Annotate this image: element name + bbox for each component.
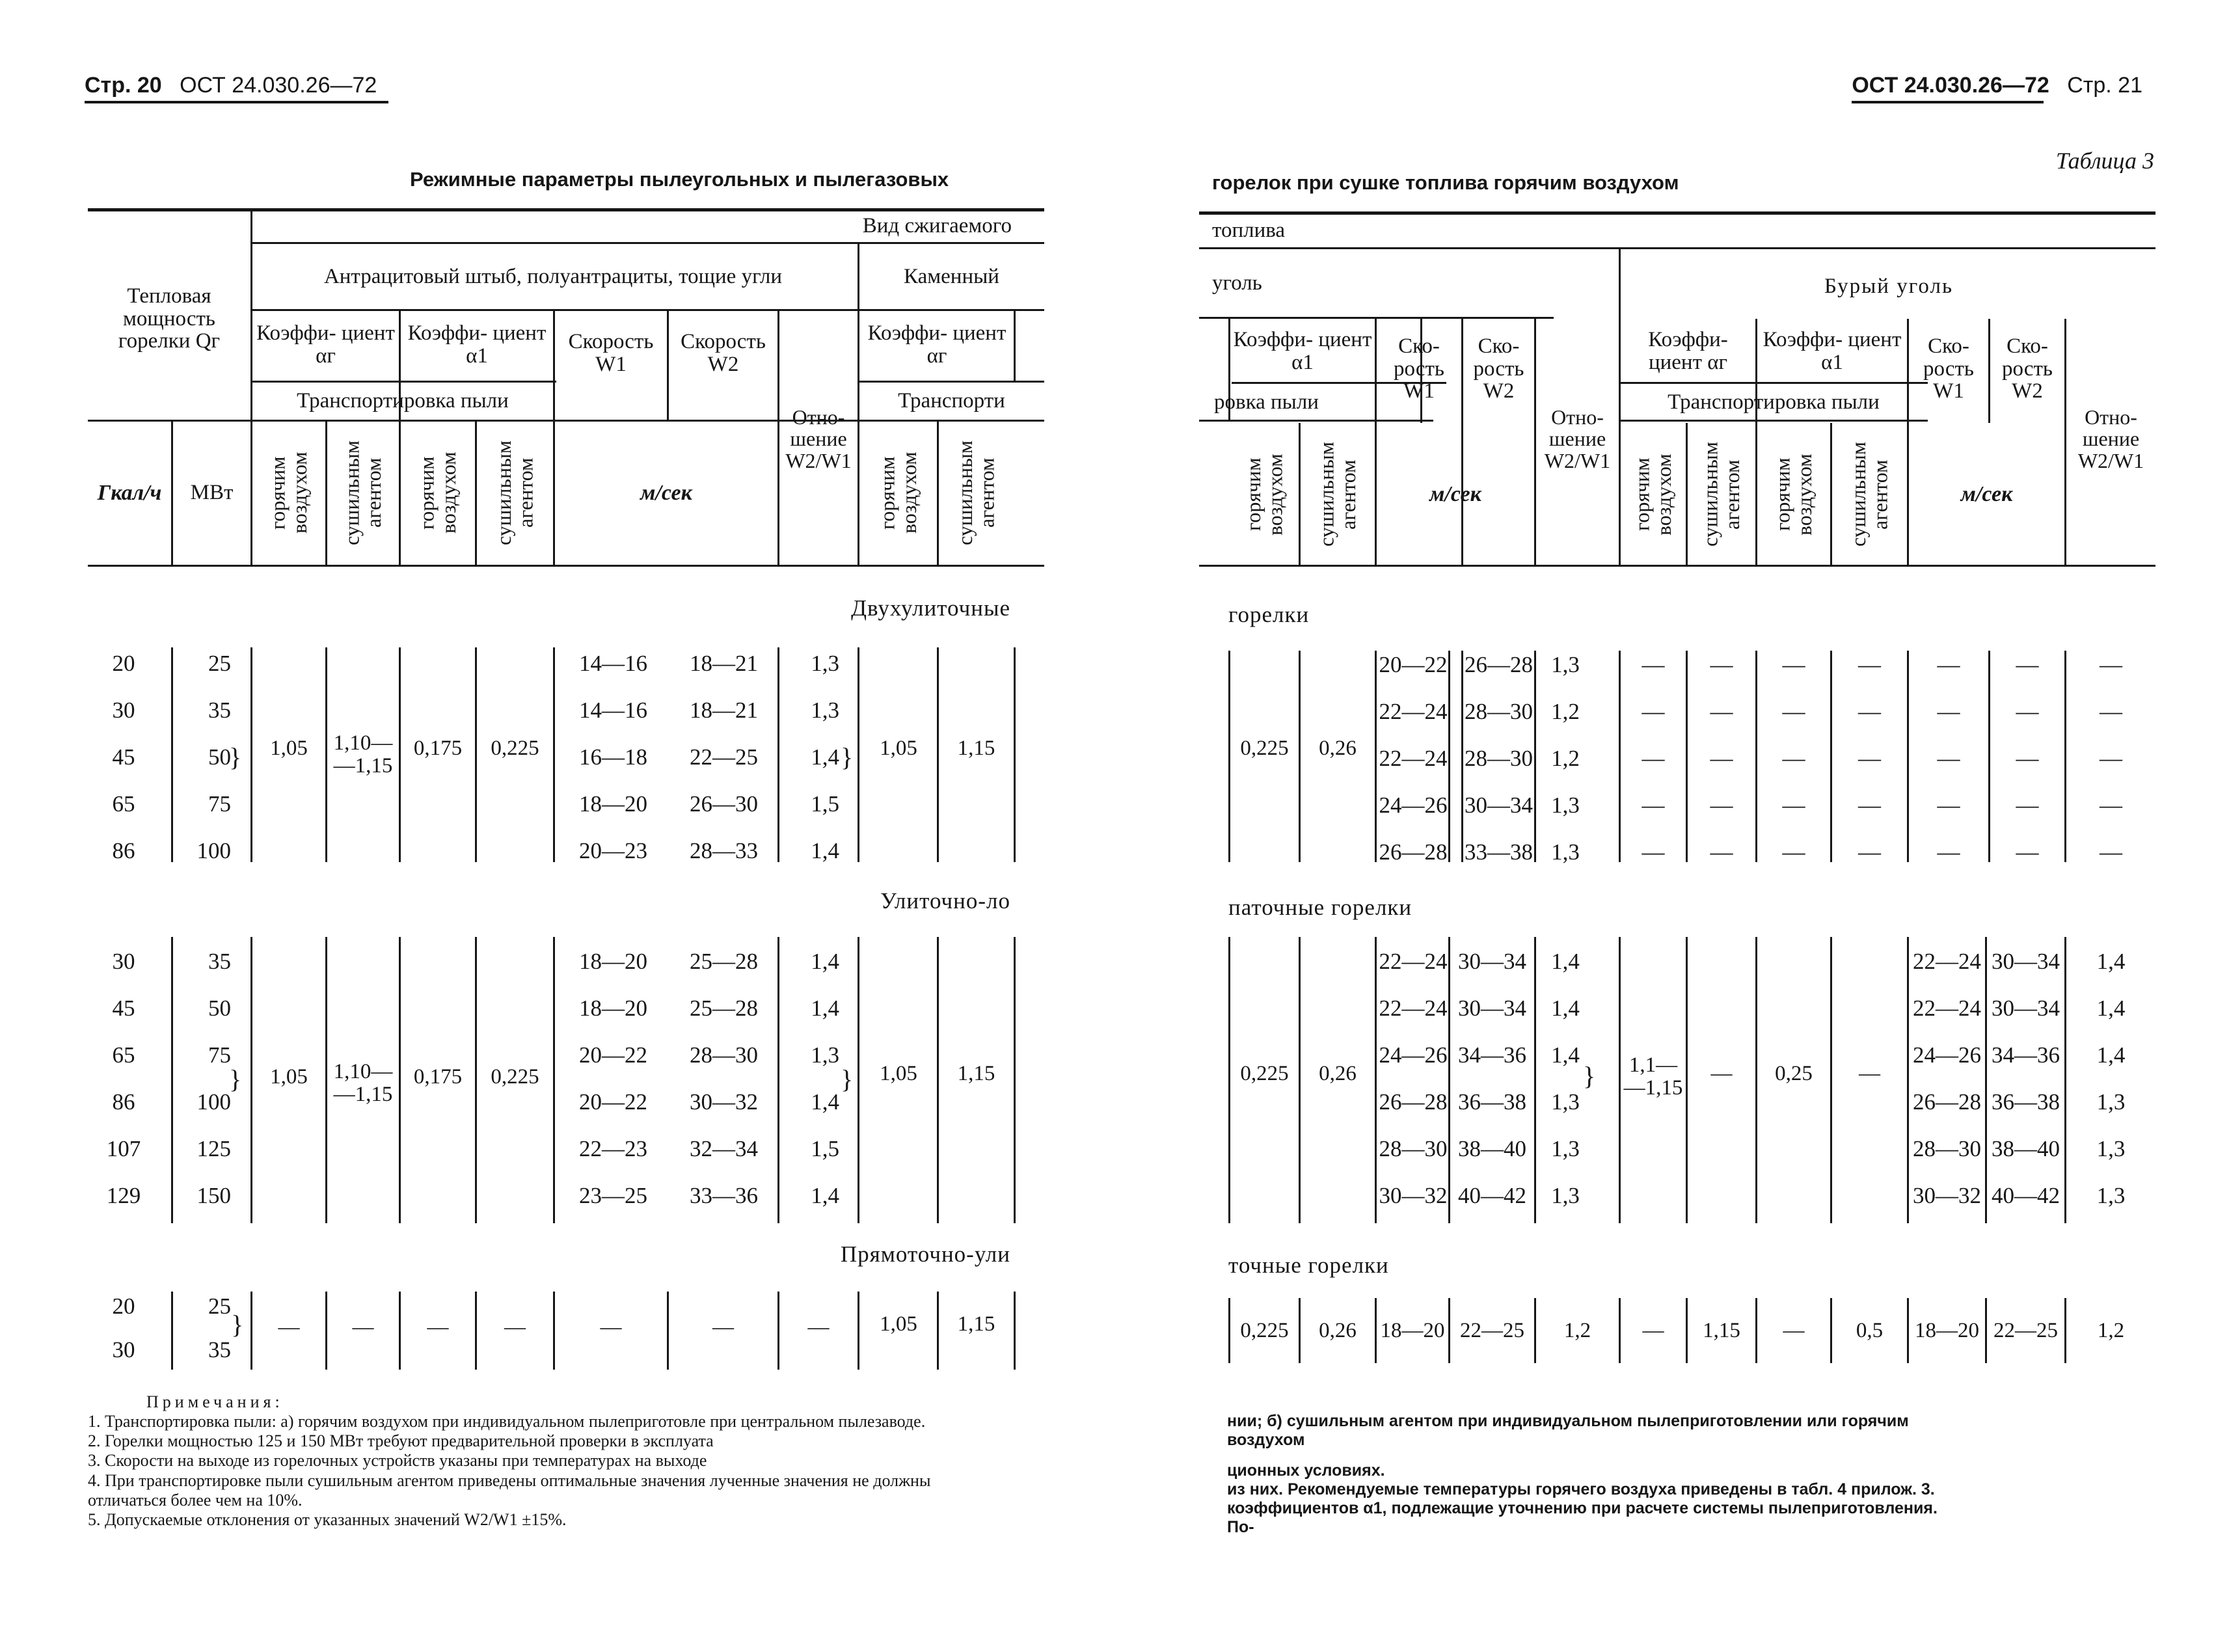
value-cell: 1,15: [1703, 1318, 1740, 1342]
rule: [1014, 647, 1016, 862]
dash-cell: —: [2016, 792, 2039, 818]
dash-cell: —: [1641, 839, 1665, 865]
w1-cell: 24—26: [1379, 792, 1448, 818]
ratio-cell: 1,3: [1551, 839, 1580, 865]
hot-air-header: горячим воздухом: [1241, 454, 1287, 535]
value-cell: 22—25: [1993, 1318, 2058, 1342]
header-rule: [85, 101, 388, 103]
brown-ratio-cell: 1,3: [2096, 1089, 2126, 1115]
merged-value: 0,225: [491, 1064, 539, 1089]
rule: [553, 647, 555, 862]
merged-value: 0,225: [1240, 1061, 1289, 1085]
dash-cell: —: [600, 1315, 622, 1339]
gcal-cell: 86: [112, 1089, 135, 1115]
rule: [1014, 309, 1016, 381]
gcal-cell: 129: [106, 1183, 141, 1208]
section-title: горелки: [1228, 602, 1310, 627]
dash-cell: —: [2016, 839, 2039, 865]
merged-value: 0,225: [1240, 736, 1289, 760]
ratio-cell: 1,3: [1551, 792, 1580, 818]
dash-cell: —: [1641, 652, 1665, 677]
merged-value: 0,175: [413, 1064, 463, 1089]
w1-cell: 16—18: [579, 744, 647, 770]
mw-cell: 35: [208, 1337, 231, 1362]
merged-value: 1,05: [270, 1064, 308, 1089]
dash-cell: —: [504, 1315, 526, 1339]
w1-cell: 14—16: [579, 651, 647, 676]
rule: [777, 937, 779, 1223]
hot-air-header: горячим воздухом: [1630, 454, 1675, 535]
brown-w1-cell: 30—32: [1913, 1183, 1981, 1208]
value-cell: 18—20: [1915, 1318, 1979, 1342]
brown-w2-cell: 36—38: [1992, 1089, 2060, 1115]
coef-g-header: Коэффи- циент αг: [1648, 328, 1728, 374]
merged-value: 1,15: [957, 1061, 995, 1085]
page-number: Стр. 21: [2067, 73, 2142, 98]
ratio-cell: 1,3: [811, 1042, 839, 1068]
ratio-cell: 1,4: [811, 995, 839, 1021]
w1-cell: 20—23: [579, 838, 647, 863]
coef-1-header: Коэффи- циент α1: [1763, 328, 1902, 374]
w2-cell: 28—33: [690, 838, 758, 863]
merged-value: 1,15: [957, 1312, 995, 1336]
mw-cell: 25: [208, 1293, 231, 1319]
w2-cell: 25—28: [690, 949, 758, 974]
speed-w2-header: Ско- рость W2: [1473, 334, 1524, 403]
gcal-cell: 65: [112, 791, 135, 817]
w2-cell: 32—34: [690, 1136, 758, 1161]
fuel-type-header: Вид сжигаемого: [862, 213, 1012, 237]
note-item: коэффициентов α1, подлежащие уточнению при расчете системы пылеприготовления. По-: [1227, 1499, 1938, 1536]
brown-ratio-cell: 1,3: [2096, 1136, 2126, 1161]
gcal-cell: 45: [112, 995, 135, 1021]
section-title: Двухулиточные: [851, 595, 1010, 621]
w1-cell: 20—22: [579, 1089, 647, 1115]
brown-coal-header: Бурый уголь: [1824, 274, 1953, 298]
dash-cell: —: [1937, 699, 1960, 724]
hot-air-header: горячим воздухом: [875, 452, 921, 534]
dash-cell: —: [2100, 652, 2122, 677]
brown-w2-cell: 30—34: [1992, 995, 2060, 1021]
ratio-cell: 1,4: [811, 1089, 839, 1115]
rule: [250, 309, 1044, 311]
value-cell: 0,5: [1856, 1318, 1884, 1342]
w2-cell: 25—28: [690, 995, 758, 1021]
value-cell: —: [1783, 1318, 1805, 1342]
gcal-cell: 65: [112, 1042, 135, 1068]
w2-cell: 33—38: [1465, 839, 1533, 865]
brown-w2-cell: 38—40: [1992, 1136, 2060, 1161]
gcal-cell: 30: [112, 1337, 135, 1362]
w2-cell: 22—25: [690, 744, 758, 770]
rule: [171, 937, 173, 1223]
rule: [1985, 937, 1987, 1223]
note-item: 2. Горелки мощностью 125 и 150 МВт требуют предварительной проверки в эксплуата: [88, 1431, 714, 1451]
gcal-cell: 45: [112, 744, 135, 770]
rule: [1014, 937, 1016, 1223]
w2-cell: 30—34: [1458, 949, 1526, 974]
mw-cell: 35: [208, 697, 231, 723]
dash-cell: —: [1641, 792, 1665, 818]
drying-agent-header: сушильным агентом: [340, 440, 385, 545]
brown-ratio-cell: 1,3: [2096, 1183, 2126, 1208]
left-page: [0, 0, 1114, 1652]
transport-header: Транспортировка пыли: [1668, 390, 1880, 414]
rule: [1907, 937, 1909, 1223]
dash-cell: —: [1782, 792, 1805, 818]
coef-g-header: Коэффи- циент αг: [256, 321, 395, 368]
note-item: 3. Скорости на выходе из горелочных устройств указаны при температурах на выходе: [88, 1451, 707, 1470]
page-number: Стр. 20: [85, 73, 162, 98]
brown-w1-cell: 22—24: [1913, 949, 1981, 974]
w1-cell: 22—24: [1379, 995, 1448, 1021]
dash-cell: —: [278, 1315, 300, 1339]
section-title: паточные горелки: [1228, 895, 1412, 920]
rule: [858, 647, 859, 862]
w1-cell: 22—24: [1379, 746, 1448, 771]
value-cell: 0,26: [1319, 1318, 1357, 1342]
w1-cell: 22—24: [1379, 949, 1448, 974]
speed-w1-header: Ско- рость W1: [1923, 334, 1974, 403]
rule: [858, 937, 859, 1223]
mw-cell: 25: [208, 651, 231, 676]
mw-cell: 50: [208, 995, 231, 1021]
speed-w2-header: Ско- рость W2: [2002, 334, 2053, 403]
merged-value: 1,10— —1,15: [333, 731, 393, 778]
section-title: Улиточно-ло: [880, 888, 1010, 914]
notes-continuation: [1227, 1412, 1969, 1537]
w2-cell: 18—21: [690, 651, 758, 676]
dash-cell: —: [2100, 839, 2122, 865]
mw-cell: 125: [196, 1136, 231, 1161]
unit-mw: МВт: [190, 481, 234, 505]
w1-cell: 18—20: [579, 995, 647, 1021]
dash-cell: —: [2016, 746, 2039, 771]
w2-cell: 28—30: [690, 1042, 758, 1068]
ratio-cell: 1,5: [811, 1136, 839, 1161]
w2-cell: 30—34: [1465, 792, 1533, 818]
merged-value: 0,225: [491, 736, 539, 760]
dash-cell: —: [1782, 746, 1805, 771]
ratio-cell: 1,4: [1551, 1042, 1580, 1068]
rule: [1199, 247, 2155, 249]
merged-value: —: [1710, 1061, 1733, 1085]
mw-cell: 75: [208, 1042, 231, 1068]
dash-cell: —: [1937, 839, 1960, 865]
dash-cell: —: [1858, 792, 1881, 818]
fuel-cont-header: топлива: [1212, 218, 1286, 242]
brown-w1-cell: 26—28: [1913, 1089, 1981, 1115]
w2-cell: 36—38: [1458, 1089, 1526, 1115]
w2-cell: 28—30: [1465, 699, 1533, 724]
note-item: 4. При транспортировке пыли сушильным агентом приведены оптимальные значения лученные значения не должны отличаться более чем на 10%.: [88, 1470, 931, 1510]
drying-agent-header: сушильным агентом: [952, 440, 999, 545]
dash-cell: —: [1858, 746, 1881, 771]
brace: }: [229, 1064, 242, 1094]
merged-value: 1,05: [270, 736, 308, 760]
brown-w1-cell: 22—24: [1913, 995, 1981, 1021]
drying-agent-header: сушильным агентом: [1846, 442, 1892, 547]
ratio-cell: 1,3: [811, 697, 839, 723]
section-title: точные горелки: [1228, 1253, 1389, 1278]
ratio-cell: 1,4: [1551, 995, 1580, 1021]
merged-value: 1,05: [880, 1061, 917, 1085]
dash-cell: —: [1710, 652, 1733, 677]
brown-w1-cell: 24—26: [1913, 1042, 1981, 1068]
gcal-cell: 30: [112, 949, 135, 974]
stone-transport-header: Транспорти: [898, 388, 1005, 413]
brown-ratio-cell: 1,4: [2096, 995, 2126, 1021]
note-item: нии; б) сушильным агентом при индивидуальном пылеприготовлении или горячим воздухом: [1227, 1412, 1909, 1449]
ratio-header: Отно- шение W2/W1: [785, 405, 852, 472]
brace: }: [229, 742, 242, 772]
w2-cell: 30—32: [690, 1089, 758, 1115]
stone-coal-header: Каменный: [904, 265, 999, 289]
drying-agent-header: сушильным агентом: [1314, 442, 1360, 547]
dash-cell: —: [2100, 746, 2122, 771]
merged-value: 0,25: [1775, 1061, 1813, 1085]
ratio-cell: 1,4: [811, 838, 839, 863]
gcal-cell: 20: [112, 1293, 135, 1319]
note-item: 5. Допускаемые отклонения от указанных значений W2/W1 ±15%.: [88, 1510, 567, 1529]
brace: }: [231, 1310, 244, 1339]
value-cell: —: [1642, 1318, 1664, 1342]
dash-cell: —: [1641, 746, 1665, 771]
value-cell: 1,2: [2097, 1318, 2125, 1342]
table-id: Таблица 3: [2055, 148, 2154, 174]
w2-cell: 28—30: [1465, 746, 1533, 771]
brace: }: [841, 742, 854, 772]
dash-cell: —: [1937, 792, 1960, 818]
rule: [777, 647, 779, 862]
ratio-cell: 1,4: [1551, 949, 1580, 974]
brown-w2-cell: 40—42: [1992, 1183, 2060, 1208]
transport-header: Транспортировка пыли: [297, 388, 509, 413]
hot-air-header: горячим воздухом: [414, 452, 460, 534]
hot-air-header: горячим воздухом: [265, 452, 311, 534]
merged-value: —: [1859, 1061, 1880, 1085]
rule: [1619, 420, 1928, 422]
merged-value: 1,05: [880, 736, 917, 760]
dash-cell: —: [352, 1315, 374, 1339]
rule: [1619, 382, 1928, 384]
value-cell: 18—20: [1380, 1318, 1445, 1342]
w1-cell: 18—20: [579, 949, 647, 974]
mw-cell: 50: [208, 744, 231, 770]
mw-cell: 35: [208, 949, 231, 974]
thermal-power-header: Тепловая мощность горелки Qг: [118, 284, 221, 353]
note-item: ционных условиях.: [1227, 1461, 1385, 1480]
brown-w2-cell: 30—34: [1992, 949, 2060, 974]
standard-code: ОСТ 24.030.26—72: [180, 73, 377, 98]
w1-cell: 26—28: [1379, 1089, 1448, 1115]
brown-ratio-cell: 1,4: [2096, 1042, 2126, 1068]
unit-speed: м/сек: [640, 480, 692, 505]
rule: [1448, 937, 1450, 1223]
rule: [1014, 1292, 1016, 1370]
mw-cell: 100: [196, 1089, 231, 1115]
unit-speed: м/сек: [1960, 482, 2013, 507]
w1-cell: 26—28: [1379, 839, 1448, 865]
merged-value: 1,15: [957, 736, 995, 760]
w1-cell: 24—26: [1379, 1042, 1448, 1068]
dash-cell: —: [1782, 652, 1805, 677]
dash-cell: —: [1710, 699, 1733, 724]
w2-cell: 26—30: [690, 791, 758, 817]
table-top-rule: [1199, 211, 2155, 215]
dash-cell: —: [1710, 839, 1733, 865]
dash-cell: —: [427, 1315, 449, 1339]
dash-cell: —: [1710, 792, 1733, 818]
mw-cell: 100: [196, 838, 231, 863]
dash-cell: —: [1858, 699, 1881, 724]
brace: }: [841, 1064, 854, 1094]
rule: [1534, 937, 1536, 1223]
dash-cell: —: [712, 1315, 734, 1339]
gcal-cell: 20: [112, 651, 135, 676]
note-item: 1. Транспортировка пыли: а) горячим воздухом при индивидуальном пылеприготовле при центральном пылезаводе.: [88, 1412, 926, 1431]
ratio-cell: 1,4: [811, 949, 839, 974]
coef-1-header: Коэффи- циент α1: [407, 321, 547, 368]
mw-cell: 150: [196, 1183, 231, 1208]
w2-cell: 40—42: [1458, 1183, 1526, 1208]
stone-coef-g-header: Коэффи- циент αг: [867, 321, 1006, 368]
w2-cell: 18—21: [690, 697, 758, 723]
brown-ratio-cell: 1,4: [2096, 949, 2126, 974]
drying-agent-header: сушильным агентом: [1698, 442, 1744, 547]
dash-cell: —: [807, 1315, 830, 1339]
gcal-cell: 107: [106, 1136, 141, 1161]
rule: [553, 937, 555, 1223]
speed-w1-header: Ско- рость W1: [1394, 334, 1444, 403]
w1-cell: 14—16: [579, 697, 647, 723]
ratio-cell: 1,3: [811, 651, 839, 676]
rule: [1199, 420, 1433, 422]
dash-cell: —: [1782, 839, 1805, 865]
rule: [88, 420, 1044, 422]
hot-air-header: горячим воздухом: [1770, 454, 1816, 535]
rule: [1375, 937, 1377, 1223]
w1-cell: 23—25: [579, 1183, 647, 1208]
ratio-cell: 1,2: [1551, 699, 1580, 724]
table-header-bottom-rule: [88, 565, 1044, 567]
rule: [171, 1292, 173, 1370]
dash-cell: —: [1937, 652, 1960, 677]
transport-cont-header: ровка пыли: [1214, 390, 1319, 414]
mw-cell: 75: [208, 791, 231, 817]
left-running-head: [85, 73, 388, 98]
ratio-header: Отно- шение W2/W1: [2077, 405, 2144, 472]
table-title: Режимные параметры пылеугольных и пылегазовых: [410, 168, 949, 191]
w1-cell: 28—30: [1379, 1136, 1448, 1161]
rule: [171, 647, 173, 862]
w2-cell: 33—36: [690, 1183, 758, 1208]
gcal-cell: 30: [112, 697, 135, 723]
dash-cell: —: [2016, 699, 2039, 724]
drying-agent-header: сушильным агентом: [491, 440, 537, 545]
table-title: горелок при сушке топлива горячим воздухом: [1212, 171, 1679, 194]
dash-cell: —: [1782, 699, 1805, 724]
table-header-bottom-rule: [1199, 565, 2155, 567]
ratio-cell: 1,3: [1551, 652, 1580, 677]
coef-1-header: Коэффи- циент α1: [1233, 328, 1372, 374]
w2-cell: 34—36: [1458, 1042, 1526, 1068]
dash-cell: —: [2100, 699, 2122, 724]
w1-cell: 22—23: [579, 1136, 647, 1161]
dash-cell: —: [1937, 746, 1960, 771]
dash-cell: —: [1858, 652, 1881, 677]
rule: [858, 1292, 859, 1370]
brown-w2-cell: 34—36: [1992, 1042, 2060, 1068]
right-running-head: [1852, 73, 2154, 98]
merged-value: 1,05: [880, 1312, 917, 1336]
brace: }: [1583, 1061, 1596, 1090]
dash-cell: —: [1710, 746, 1733, 771]
standard-code: ОСТ 24.030.26—72: [1852, 73, 2049, 98]
w1-cell: 18—20: [579, 791, 647, 817]
ratio-cell: 1,2: [1551, 746, 1580, 771]
notes: [88, 1392, 1012, 1530]
w1-cell: 20—22: [1379, 652, 1448, 677]
ratio-cell: 1,5: [811, 791, 839, 817]
speed-w1-header: Скорость W1: [568, 330, 654, 376]
dash-cell: —: [1858, 839, 1881, 865]
rule: [2064, 937, 2066, 1223]
w2-cell: 30—34: [1458, 995, 1526, 1021]
brown-w1-cell: 28—30: [1913, 1136, 1981, 1161]
value-cell: 1,2: [1563, 1318, 1591, 1342]
w2-cell: 26—28: [1465, 652, 1533, 677]
value-cell: 0,225: [1240, 1318, 1289, 1342]
w2-cell: 38—40: [1458, 1136, 1526, 1161]
dash-cell: —: [2100, 792, 2122, 818]
rule: [250, 242, 1044, 244]
ratio-cell: 1,3: [1551, 1183, 1580, 1208]
ratio-cell: 1,4: [811, 1183, 839, 1208]
merged-value: 0,26: [1319, 1061, 1357, 1085]
notes-heading: Примечания:: [146, 1392, 284, 1411]
merged-value: 1,1— —1,15: [1623, 1053, 1683, 1100]
ratio-cell: 1,3: [1551, 1089, 1580, 1115]
w1-cell: 22—24: [1379, 699, 1448, 724]
ratio-header: Отно- шение W2/W1: [1544, 405, 1611, 472]
right-page: [1114, 0, 2229, 1652]
dash-cell: —: [2016, 652, 2039, 677]
gcal-cell: 86: [112, 838, 135, 863]
coal-cont-header: уголь: [1212, 271, 1262, 295]
merged-value: 1,10— —1,15: [333, 1060, 393, 1106]
dash-cell: —: [1641, 699, 1665, 724]
value-cell: 22—25: [1460, 1318, 1524, 1342]
w1-cell: 30—32: [1379, 1183, 1448, 1208]
merged-value: 0,26: [1319, 736, 1357, 760]
ratio-cell: 1,4: [811, 744, 839, 770]
merged-value: 0,175: [413, 736, 463, 760]
section-title: Прямоточно-ули: [840, 1241, 1010, 1267]
note-item: из них. Рекомендуемые температуры горячего воздуха приведены в табл. 4 прилож. 3.: [1227, 1480, 1935, 1498]
w1-cell: 20—22: [579, 1042, 647, 1068]
unit-speed: м/сек: [1429, 482, 1481, 507]
ratio-cell: 1,3: [1551, 1136, 1580, 1161]
anthracite-group-header: Антрацитовый штыб, полуантрациты, тощие угли: [323, 265, 783, 289]
speed-w2-header: Скорость W2: [681, 330, 766, 376]
header-rule: [1852, 101, 2044, 103]
unit-gcal: Гкал/ч: [97, 480, 162, 505]
